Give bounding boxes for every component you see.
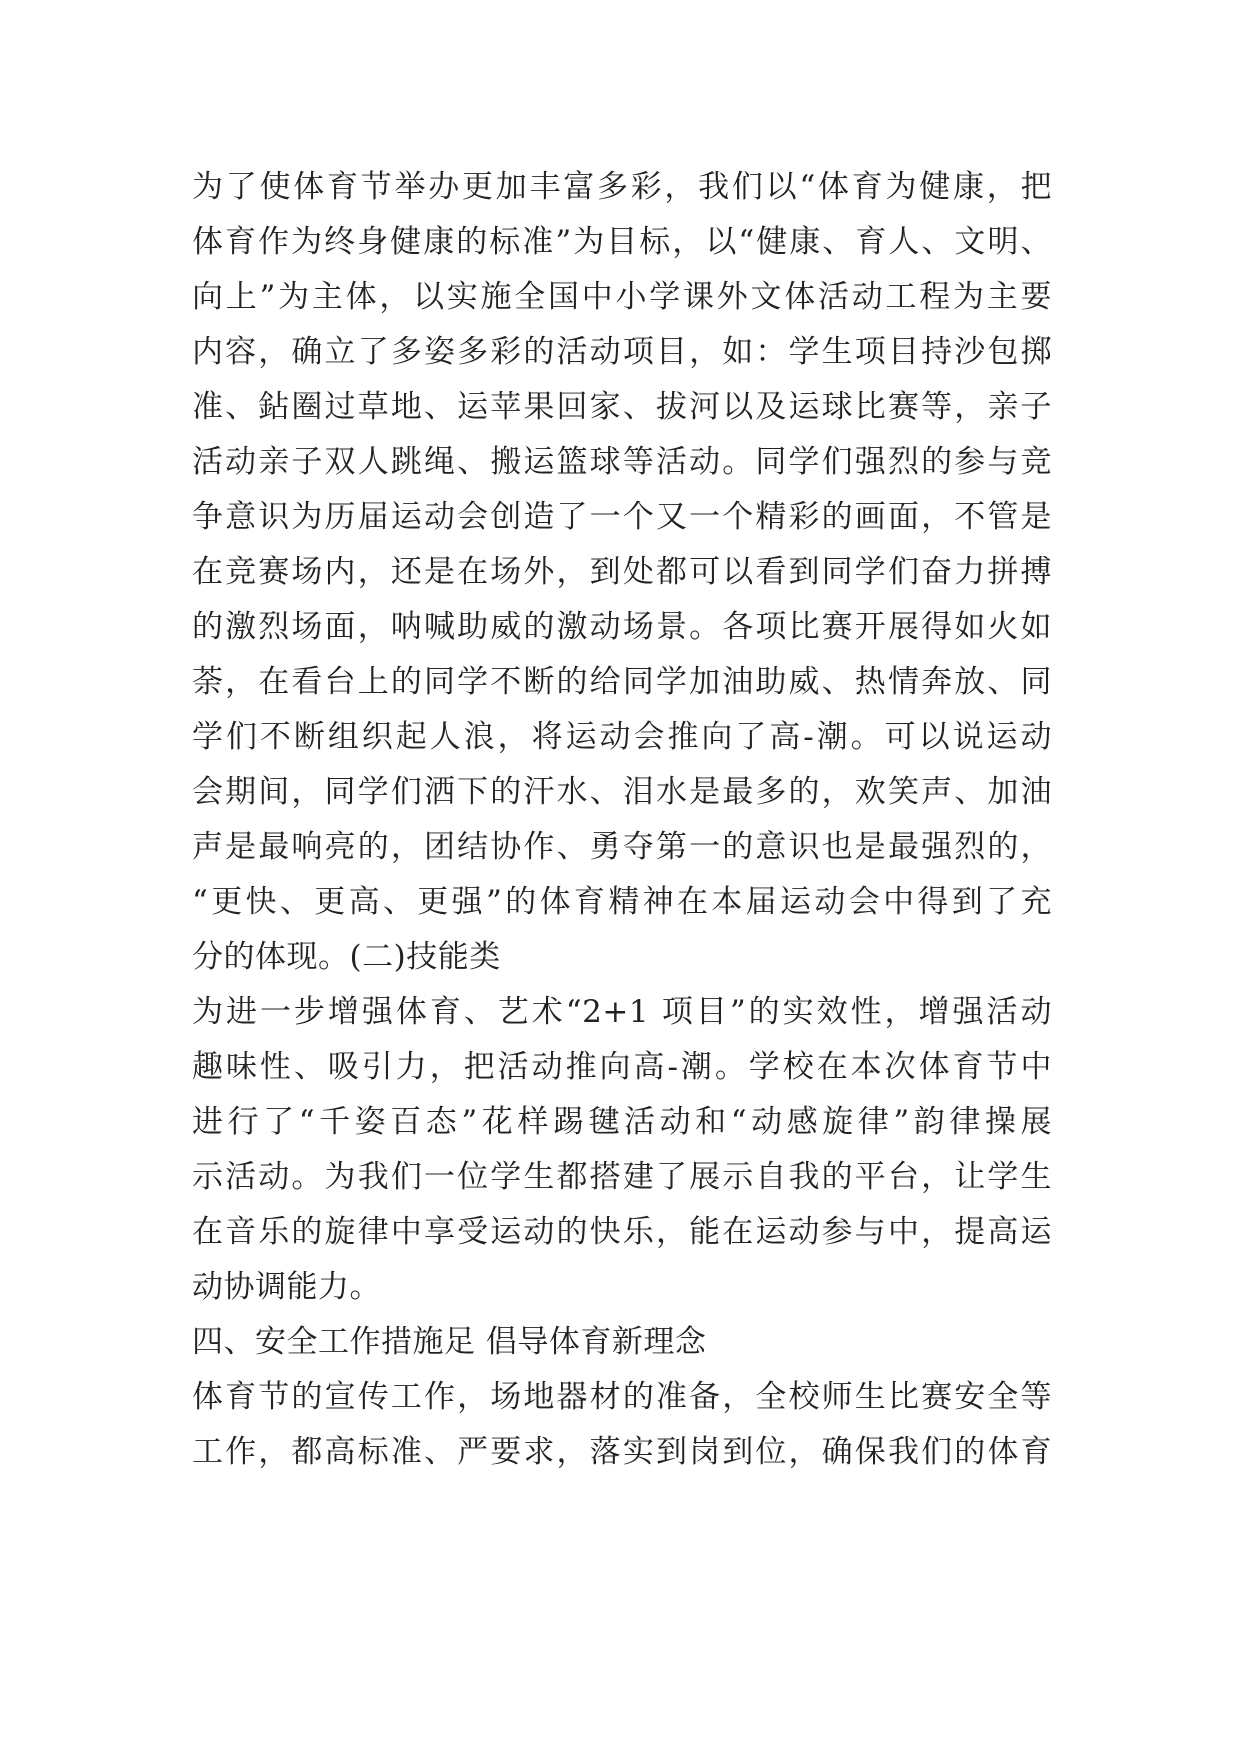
text-line: 在竞赛场内，还是在场外，到处都可以看到同学们奋力拼搏 [192, 554, 1052, 590]
text-line: 准、鉆圈过草地、运苹果回家、拔河以及运球比赛等，亲子 [192, 389, 1052, 425]
text-line: 向上”为主体，以实施全国中小学课外文体活动工程为主要 [192, 279, 1052, 315]
text-line: 动协调能力。 [192, 1269, 381, 1305]
text-line: 为了使体育节举办更加丰富多彩，我们以“体育为健康，把 [192, 169, 1052, 205]
text-line: 学们不断组织起人浪，将运动会推向了高-潮。可以说运动 [192, 719, 1052, 755]
text-line: 体育节的宣传工作，场地器材的准备，全校师生比赛安全等 [192, 1379, 1052, 1415]
text-line: 在音乐的旋律中享受运动的快乐，能在运动参与中，提高运 [192, 1214, 1052, 1250]
body-text [192, 160, 1052, 1480]
text-line: 会期间，同学们洒下的汗水、泪水是最多的，欢笑声、加油 [192, 774, 1052, 810]
section-heading: 四、安全工作措施足 倡导体育新理念 [192, 1324, 707, 1360]
text-line: “更快、更高、更强”的体育精神在本届运动会中得到了充 [192, 884, 1052, 920]
text-line: 争意识为历届运动会创造了一个又一个精彩的画面，不管是 [192, 499, 1052, 535]
text-line: 体育作为终身健康的标准”为目标，以“健康、育人、文明、 [192, 224, 1052, 260]
text-line: 示活动。为我们一位学生都搭建了展示自我的平台，让学生 [192, 1159, 1052, 1195]
text-line: 声是最响亮的，团结协作、勇夺第一的意识也是最强烈的， [192, 829, 1052, 865]
text-line: 为进一步增强体育、艺术“2+1 项目”的实效性，增强活动 [192, 994, 1052, 1030]
text-line: 趣味性、吸引力，把活动推向高-潮。学校在本次体育节中 [192, 1049, 1052, 1085]
text-line: 工作，都高标准、严要求，落实到岗到位，确保我们的体育 [192, 1434, 1052, 1470]
text-line: 进行了“千姿百态”花样踢毽活动和“动感旋律”韵律操展 [192, 1104, 1052, 1140]
text-line: 荼，在看台上的同学不断的给同学加油助威、热情奔放、同 [192, 664, 1052, 700]
text-line: 的激烈场面，呐喊助威的激动场景。各项比赛开展得如火如 [192, 609, 1052, 645]
text-line: 内容，确立了多姿多彩的活动项目，如：学生项目持沙包掷 [192, 334, 1052, 370]
text-line: 活动亲子双人跳绳、搬运篮球等活动。同学们强烈的参与竞 [192, 444, 1052, 480]
text-line: 分的体现。(二)技能类 [192, 939, 501, 975]
